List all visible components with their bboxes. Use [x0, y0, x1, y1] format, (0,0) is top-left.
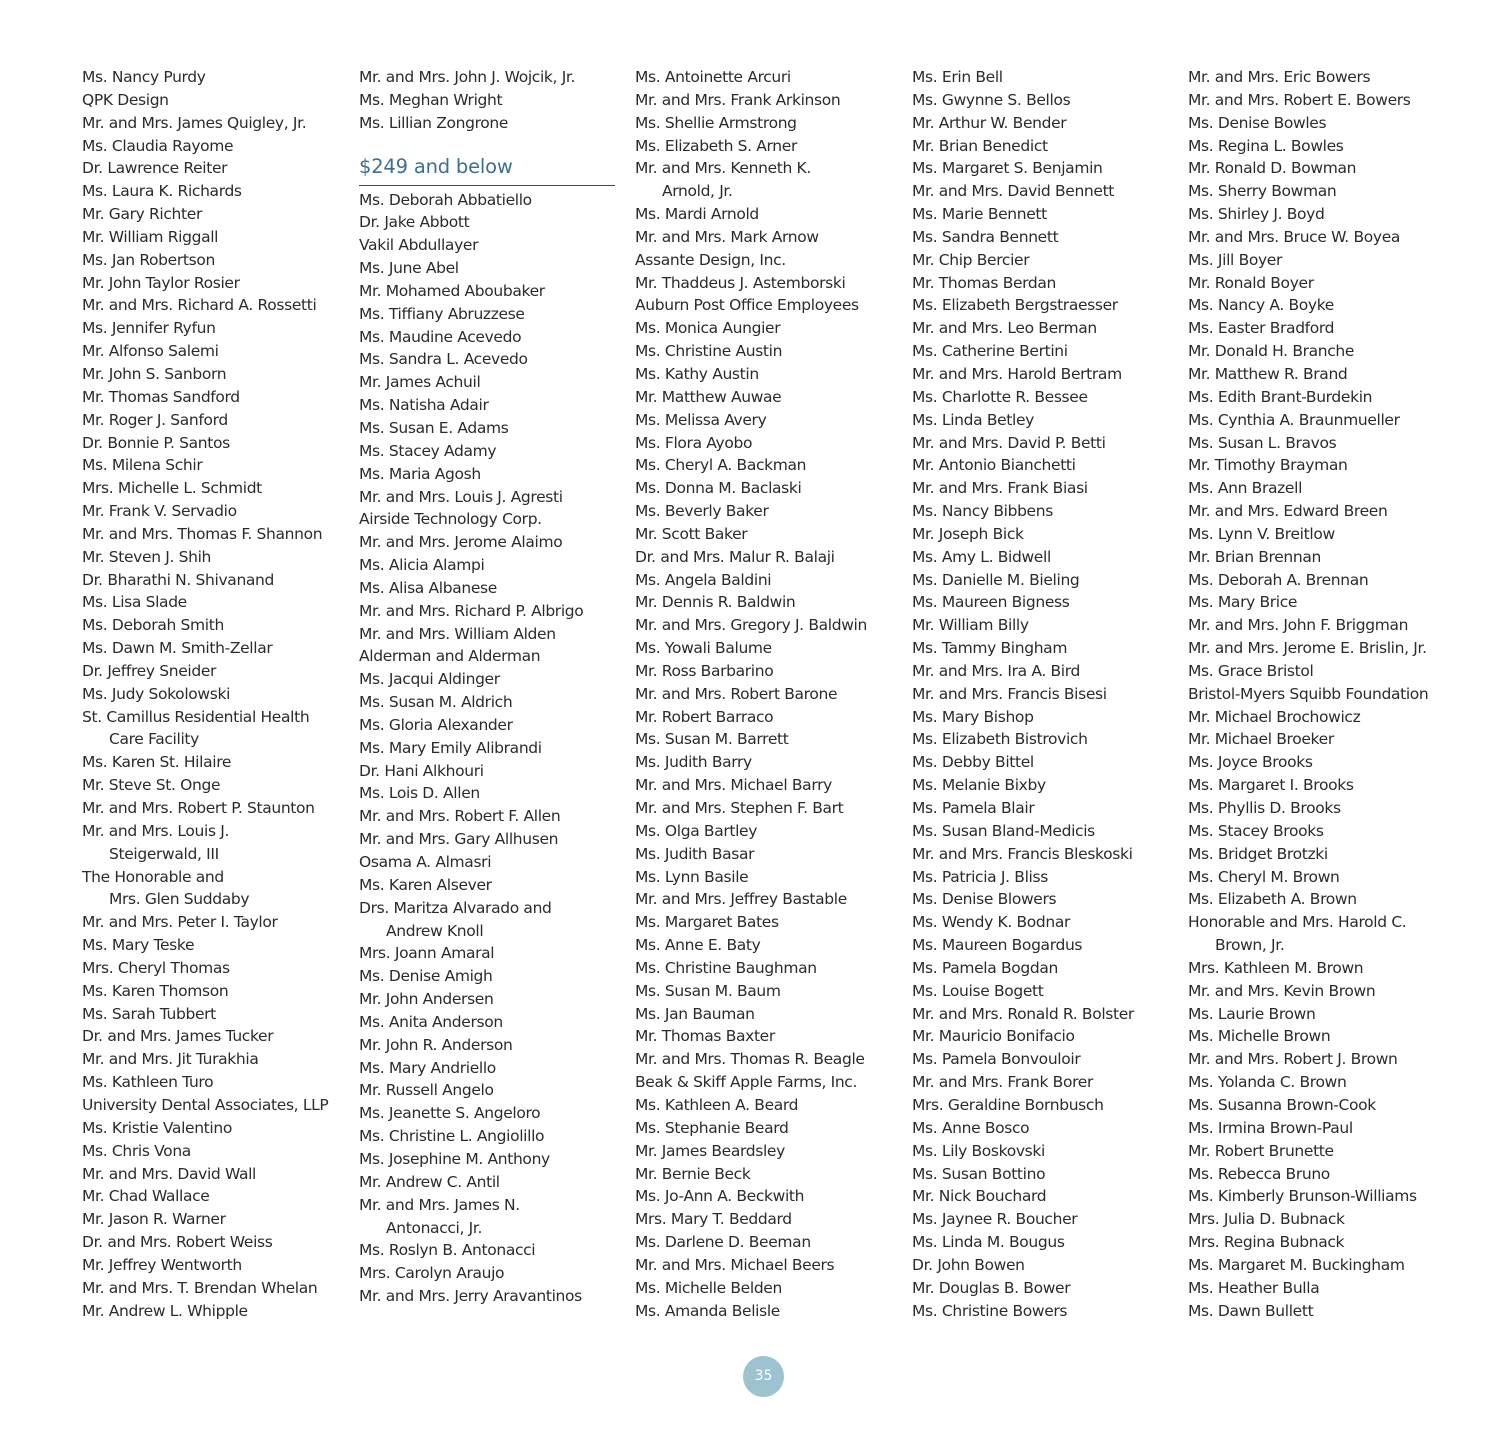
donor-name: Ms. Nancy Bibbens [912, 502, 1053, 521]
donor-name: Ms. Anne E. Baty [635, 936, 761, 955]
donor-name: Mr. Mohamed Aboubaker [359, 281, 545, 300]
donor-name: Mr. Steve St. Onge [82, 776, 221, 795]
donor-name: Ms. Susanna Brown-Cook [1188, 1095, 1376, 1114]
donor-name: Mr. Thomas Baxter [635, 1027, 775, 1046]
donor-name: Ms. Melissa Avery [635, 410, 767, 429]
donor-name: Ms. Elizabeth Bergstraesser [912, 296, 1118, 315]
donor-name: Ms. Susan M. Aldrich [359, 693, 513, 712]
donor-name: Mr. and Mrs. Mark Arnow [635, 227, 819, 246]
donor-name: Mr. Chad Wallace [82, 1187, 210, 1206]
donor-name: Ms. Kathleen A. Beard [635, 1095, 799, 1114]
donor-name: Mr. and Mrs. Gregory J. Baldwin [635, 616, 867, 635]
donor-name: Dr. Hani Alkhouri [359, 761, 484, 780]
donor-name: Ms. Deborah Smith [82, 616, 224, 635]
donor-name: Ms. Shellie Armstrong [635, 113, 797, 132]
donor-name: Mrs. Michelle L. Schmidt [82, 479, 262, 498]
donor-name: Ms. Kathleen Turo [82, 1073, 214, 1092]
donor-name: Mr. and Mrs. Robert P. Staunton [82, 799, 315, 817]
donor-name: Mr. and Mrs. Kenneth K. [635, 159, 811, 178]
section-divider [359, 185, 615, 186]
donor-name: Mr. Roger J. Sanford [82, 410, 228, 429]
donor-name: Ms. Denise Amigh [359, 967, 493, 986]
donor-name: Ms. Mary Brice [1188, 593, 1298, 612]
donor-name: Ms. Wendy K. Bodnar [912, 913, 1071, 932]
donor-name: Ms. Shirley J. Boyd [1188, 205, 1325, 224]
donor-name: Mr. Matthew R. Brand [1188, 364, 1348, 383]
donor-name: Ms. Laura K. Richards [82, 182, 242, 201]
donor-name: Mr. and Mrs. Jeffrey Bastable [635, 890, 847, 909]
donor-name: Ms. Yowali Balume [635, 639, 772, 658]
donor-name: Ms. Edith Brant-Burdekin [1188, 387, 1373, 406]
donor-name: Mr. Thaddeus J. Astemborski [635, 273, 846, 292]
donor-name: Ms. Amanda Belisle [635, 1301, 780, 1320]
donor-name: Ms. Dawn M. Smith-Zellar [82, 639, 273, 658]
donor-name: The Honorable and [82, 867, 224, 886]
donor-name: Drs. Maritza Alvarado and [359, 898, 552, 917]
donor-name: Mr. Russell Angelo [359, 1081, 494, 1100]
donor-name: Ms. Kristie Valentino [82, 1118, 232, 1137]
donor-name: Ms. Elizabeth A. Brown [1188, 890, 1357, 909]
donor-name: Mr. Steven J. Shih [82, 547, 212, 566]
donor-name: Mr. Andrew L. Whipple [82, 1301, 248, 1320]
donor-name: Ms. Rebecca Bruno [1188, 1164, 1330, 1183]
donor-name: Ms. Jo-Ann A. Beckwith [635, 1187, 805, 1206]
donor-name: Mr. Mauricio Bonifacio [912, 1027, 1075, 1046]
donor-name: Mrs. Julia D. Bubnack [1188, 1210, 1345, 1229]
donor-name: Ms. Tiffiany Abruzzese [359, 304, 525, 323]
donor-name: Ms. Judith Basar [635, 844, 755, 863]
donor-name: Ms. Deborah A. Brennan [1188, 570, 1369, 589]
donor-name: Mr. Ronald D. Bowman [1188, 159, 1357, 178]
donor-name: Mr. Arthur W. Bender [912, 113, 1067, 132]
donor-name: Mr. William Billy [912, 616, 1029, 635]
donor-name: Ms. Lynn V. Breitlow [1188, 524, 1335, 543]
donor-name: Ms. Elizabeth Bistrovich [912, 730, 1088, 749]
donor-name: Ms. Nancy A. Boyke [1188, 296, 1334, 315]
donor-name: Ms. Louise Bogett [912, 981, 1044, 1000]
donor-name-continuation: Care Facility [109, 730, 199, 749]
donor-name: Ms. Milena Schir [82, 456, 203, 475]
donor-name-continuation: Arnold, Jr. [662, 182, 733, 201]
donor-name: Ms. Lily Boskovski [912, 1141, 1045, 1160]
donor-name: Dr. Bonnie P. Santos [82, 433, 230, 452]
donor-name: Mr. and Mrs. David Bennett [912, 182, 1115, 201]
donor-name: Ms. Maudine Acevedo [359, 327, 522, 346]
donor-name: Mr. and Mrs. Kevin Brown [1188, 981, 1376, 1000]
donor-name: Ms. Patricia J. Bliss [912, 867, 1048, 886]
donor-name: Dr. and Mrs. Robert Weiss [82, 1233, 273, 1252]
donor-name-continuation: Antonacci, Jr. [386, 1218, 483, 1237]
donor-name: Ms. Margaret Bates [635, 913, 779, 932]
donor-name: Dr. Jeffrey Sneider [82, 661, 217, 680]
donor-name: Mr. Alfonso Salemi [82, 342, 219, 361]
donor-name: Mr. and Mrs. Jerome E. Brislin, Jr. [1188, 639, 1427, 658]
donor-name: Ms. Michelle Belden [635, 1278, 782, 1297]
donor-name: Mr. John S. Sanborn [82, 364, 227, 383]
donor-name: Mr. and Mrs. James Quigley, Jr. [82, 113, 307, 132]
donor-name: Ms. Jan Bauman [635, 1004, 755, 1023]
donor-name: Ms. Yolanda C. Brown [1188, 1073, 1347, 1092]
donor-name: Ms. Karen St. Hilaire [82, 753, 232, 772]
donor-name: Ms. Judith Barry [635, 753, 752, 772]
donor-name: Mr. Scott Baker [635, 524, 748, 543]
section-heading-249-and-below: $249 and below [359, 154, 513, 178]
donor-name: Mr. and Mrs. Ronald R. Bolster [912, 1004, 1134, 1023]
donor-name: Mr. James Achuil [359, 373, 481, 392]
donor-name: Ms. Mary Emily Alibrandi [359, 738, 542, 757]
donor-name: Ms. Claudia Rayome [82, 136, 234, 155]
donor-name: Mr. Antonio Bianchetti [912, 456, 1076, 475]
donor-name: Ms. Cheryl M. Brown [1188, 867, 1340, 886]
donor-name: Ms. Pamela Bogdan [912, 958, 1058, 977]
donor-name-continuation: Mrs. Glen Suddaby [109, 890, 250, 909]
donor-name: Mr. Brian Benedict [912, 136, 1048, 155]
donor-name: Ms. Antoinette Arcuri [635, 68, 791, 86]
donor-name: Mr. and Mrs. Edward Breen [1188, 502, 1388, 521]
donor-name: Mr. Thomas Berdan [912, 273, 1057, 292]
donor-name: Mr. John Andersen [359, 990, 494, 1009]
donor-name: Ms. Anne Bosco [912, 1118, 1030, 1137]
donor-name: Mr. and Mrs. Michael Beers [635, 1255, 835, 1274]
donor-name: Ms. Sandra L. Acevedo [359, 350, 528, 369]
donor-column-4 [912, 66, 1180, 1322]
donor-name: Ms. Linda Betley [912, 410, 1034, 429]
donor-name: Mr. and Mrs. Stephen F. Bart [635, 799, 844, 817]
donor-name: Mr. Ronald Boyer [1188, 273, 1314, 292]
donor-name: Ms. Denise Blowers [912, 890, 1057, 909]
donor-name: Ms. Maureen Bigness [912, 593, 1070, 612]
donor-name: Mr. Michael Brochowicz [1188, 707, 1361, 726]
donor-name: Ms. Laurie Brown [1188, 1004, 1316, 1023]
donor-name: Ms. Susan E. Adams [359, 418, 509, 437]
donor-name: Mr. John Taylor Rosier [82, 273, 240, 292]
donor-name: Mr. Chip Bercier [912, 250, 1030, 269]
donor-name: Mr. Gary Richter [82, 205, 202, 224]
donor-name: Mrs. Kathleen M. Brown [1188, 958, 1364, 977]
donor-name: Ms. Christine Bowers [912, 1301, 1068, 1320]
donor-name: Ms. Judy Sokolowski [82, 684, 231, 703]
donor-name: Mr. Donald H. Branche [1188, 342, 1355, 361]
donor-name: Dr. and Mrs. James Tucker [82, 1027, 274, 1046]
donor-name: Mrs. Regina Bubnack [1188, 1233, 1345, 1252]
donor-name: Mr. Brian Brennan [1188, 547, 1321, 566]
donor-name: QPK Design [82, 90, 169, 109]
donor-name: Mr. and Mrs. Robert Barone [635, 684, 838, 703]
donor-name: Mr. and Mrs. Thomas F. Shannon [82, 524, 323, 543]
donor-name: Mr. and Mrs. Jerome Alaimo [359, 533, 563, 552]
donor-list-249-and-below [359, 189, 615, 1308]
donor-name: Mr. and Mrs. Michael Barry [635, 776, 832, 795]
donor-name: Ms. Darlene D. Beeman [635, 1233, 811, 1252]
donor-name: Ms. Cheryl A. Backman [635, 456, 807, 475]
donor-name: Mr. and Mrs. Francis Bisesi [912, 684, 1107, 703]
donor-name: Ms. Meghan Wright [359, 90, 503, 109]
donor-name: Mr. Thomas Sandford [82, 387, 240, 406]
donor-name: Bristol-Myers Squibb Foundation [1188, 684, 1429, 703]
donor-name: Mr. and Mrs. Peter I. Taylor [82, 913, 278, 932]
donor-name: Dr. John Bowen [912, 1255, 1025, 1274]
donor-name: Mrs. Joann Amaral [359, 944, 495, 963]
donor-name: Vakil Abdullayer [359, 236, 479, 255]
donor-name: Dr. Lawrence Reiter [82, 159, 228, 178]
donor-name: Mrs. Cheryl Thomas [82, 958, 230, 977]
donor-name: Ms. Linda M. Bougus [912, 1233, 1065, 1252]
donor-name: Mr. and Mrs. Louis J. Agresti [359, 487, 563, 506]
donor-name: Ms. Susan M. Barrett [635, 730, 789, 749]
donor-name: Ms. Mardi Arnold [635, 205, 759, 224]
donor-name: Ms. Lillian Zongrone [359, 113, 509, 132]
donor-name: Mr. and Mrs. David Wall [82, 1164, 257, 1183]
donor-name: Mr. Robert Brunette [1188, 1141, 1334, 1160]
donor-name: Ms. Gloria Alexander [359, 715, 513, 734]
donor-name: Honorable and Mrs. Harold C. [1188, 913, 1407, 932]
donor-name: Ms. Stephanie Beard [635, 1118, 789, 1137]
donor-name: Mrs. Carolyn Araujo [359, 1264, 505, 1283]
donor-name: Dr. Bharathi N. Shivanand [82, 570, 275, 589]
donor-name: Ms. Bridget Brotzki [1188, 844, 1328, 863]
donor-name: Ms. Maria Agosh [359, 464, 481, 483]
donor-name: Ms. Mary Teske [82, 936, 195, 955]
donor-name: Ms. Margaret S. Benjamin [912, 159, 1103, 178]
donor-name: Ms. Danielle M. Bieling [912, 570, 1080, 589]
donor-name: Mr. and Mrs. Richard P. Albrigo [359, 601, 584, 620]
donor-name: Ms. Lynn Basile [635, 867, 749, 886]
donor-name: Ms. Pamela Blair [912, 799, 1035, 817]
donor-name: Ms. Alisa Albanese [359, 578, 497, 597]
donor-name: Mr. and Mrs. James N. [359, 1195, 520, 1214]
donor-name: Ms. Christine Baughman [635, 958, 817, 977]
donor-name: Ms. Christine Austin [635, 342, 783, 361]
donor-name: Ms. Josephine M. Anthony [359, 1149, 550, 1168]
donor-name: Ms. Jaynee R. Boucher [912, 1210, 1078, 1229]
donor-name: Ms. Cynthia A. Braunmueller [1188, 410, 1400, 429]
donor-name: Ms. Susan Bottino [912, 1164, 1046, 1183]
donor-name: Mr. and Mrs. John F. Briggman [1188, 616, 1409, 635]
page-number: 35 [743, 1356, 784, 1397]
donor-column-1 [82, 66, 350, 1322]
donor-name: Ms. Lois D. Allen [359, 784, 480, 803]
donor-name: Ms. Debby Bittel [912, 753, 1034, 772]
donor-column-3 [635, 66, 903, 1322]
donor-name: Ms. Grace Bristol [1188, 661, 1314, 680]
donor-name: Mr. Robert Barraco [635, 707, 774, 726]
donor-name: Ms. Denise Bowles [1188, 113, 1327, 132]
donor-name: Ms. Mary Bishop [912, 707, 1034, 726]
donor-name: Mr. and Mrs. David P. Betti [912, 433, 1106, 452]
donor-name: Ms. Sandra Bennett [912, 227, 1059, 246]
donor-name-continuation: Steigerwald, III [109, 844, 219, 863]
donor-name: Ms. Charlotte R. Bessee [912, 387, 1088, 406]
donor-name: Ms. Olga Bartley [635, 821, 758, 840]
donor-name: Dr. Jake Abbott [359, 213, 470, 232]
donor-name: Ms. Jacqui Aldinger [359, 670, 500, 689]
donor-name: Ms. Sherry Bowman [1188, 182, 1337, 201]
donor-name: University Dental Associates, LLP [82, 1095, 329, 1114]
donor-name: Mr. and Mrs. Frank Borer [912, 1073, 1093, 1092]
donor-name: Mrs. Geraldine Bornbusch [912, 1095, 1104, 1114]
donor-name: Ms. Kimberly Brunson-Williams [1188, 1187, 1417, 1206]
donor-name: Ms. Anita Anderson [359, 1012, 503, 1031]
donor-name: Mr. and Mrs. John J. Wojcik, Jr. [359, 68, 576, 86]
donor-name: Ms. Amy L. Bidwell [912, 547, 1051, 566]
donor-name: Ms. Ann Brazell [1188, 479, 1303, 498]
donor-name: Ms. Kathy Austin [635, 364, 759, 383]
donor-name: Ms. Mary Andriello [359, 1058, 496, 1077]
donor-name: Mr. Andrew C. Antil [359, 1172, 500, 1191]
donor-name: Ms. Catherine Bertini [912, 342, 1068, 361]
donor-name: Dr. and Mrs. Malur R. Balaji [635, 547, 835, 566]
donor-name: Ms. Easter Bradford [1188, 319, 1335, 338]
donor-name: Mr. and Mrs. Bruce W. Boyea [1188, 227, 1401, 246]
donor-name: Ms. Donna M. Baclaski [635, 479, 802, 498]
donor-name: Mr. and Mrs. Ira A. Bird [912, 661, 1080, 680]
donor-name: Mr. and Mrs. Richard A. Rossetti [82, 296, 317, 315]
donor-name: Ms. Phyllis D. Brooks [1188, 799, 1341, 817]
donor-name: Ms. Stacey Adamy [359, 441, 497, 460]
donor-name: Ms. Susan Bland-Medicis [912, 821, 1095, 840]
donor-name: Ms. Angela Baldini [635, 570, 772, 589]
donor-name: Ms. Jan Robertson [82, 250, 215, 269]
donor-name: Mr. and Mrs. William Alden [359, 624, 556, 643]
donor-name: Ms. Gwynne S. Bellos [912, 90, 1071, 109]
donor-name: Mr. and Mrs. Harold Bertram [912, 364, 1122, 383]
donor-name: Mr. Douglas B. Bower [912, 1278, 1071, 1297]
donor-name: Mr. James Beardsley [635, 1141, 785, 1160]
donor-name: Mrs. Mary T. Beddard [635, 1210, 792, 1229]
donor-name: Mr. and Mrs. Frank Arkinson [635, 90, 841, 109]
donor-name: Mr. Michael Broeker [1188, 730, 1334, 749]
donor-name-continuation: Andrew Knoll [386, 921, 484, 940]
donor-name: Ms. Margaret M. Buckingham [1188, 1255, 1405, 1274]
donor-name: Ms. Elizabeth S. Arner [635, 136, 797, 155]
donor-name: Airside Technology Corp. [359, 510, 542, 529]
donor-name: Mr. and Mrs. Robert E. Bowers [1188, 90, 1411, 109]
donor-name: Ms. June Abel [359, 259, 459, 278]
donor-name: Mr. Bernie Beck [635, 1164, 751, 1183]
donor-name: Ms. Erin Bell [912, 68, 1003, 86]
donor-name: Mr. Frank V. Servadio [82, 502, 237, 521]
donor-name: Ms. Tammy Bingham [912, 639, 1068, 658]
donor-name: Ms. Dawn Bullett [1188, 1301, 1314, 1320]
donor-name: Mr. Dennis R. Baldwin [635, 593, 796, 612]
donor-name: Ms. Sarah Tubbert [82, 1004, 216, 1023]
donor-name: Ms. Deborah Abbatiello [359, 190, 532, 209]
donor-name: Auburn Post Office Employees [635, 296, 859, 315]
donor-name: Mr. Joseph Bick [912, 524, 1024, 543]
donor-name: Ms. Marie Bennett [912, 205, 1047, 224]
donor-name: Ms. Joyce Brooks [1188, 753, 1313, 772]
donor-name: Ms. Karen Alsever [359, 875, 492, 894]
donor-name: Ms. Jill Boyer [1188, 250, 1283, 269]
donor-name: Ms. Roslyn B. Antonacci [359, 1241, 536, 1260]
donor-column-5 [1188, 66, 1456, 1322]
donor-name: Ms. Michelle Brown [1188, 1027, 1331, 1046]
donor-name: Ms. Pamela Bonvouloir [912, 1050, 1081, 1069]
donor-name: Ms. Chris Vona [82, 1141, 191, 1160]
donor-name: Ms. Natisha Adair [359, 396, 489, 415]
donor-name: Mr. William Riggall [82, 227, 219, 246]
donor-name: Mr. and Mrs. Louis J. [82, 821, 230, 840]
donor-name-continuation: Brown, Jr. [1215, 936, 1285, 955]
donor-name: Mr. and Mrs. Leo Berman [912, 319, 1097, 338]
donor-name: Mr. Jason R. Warner [82, 1210, 226, 1229]
donor-name: Mr. Timothy Brayman [1188, 456, 1348, 475]
donor-name: Ms. Melanie Bixby [912, 776, 1046, 795]
donor-name: Ms. Heather Bulla [1188, 1278, 1320, 1297]
donor-name: Ms. Maureen Bogardus [912, 936, 1083, 955]
donor-name: Ms. Susan L. Bravos [1188, 433, 1337, 452]
donor-name: Ms. Jeanette S. Angeloro [359, 1104, 541, 1123]
donor-name: Ms. Susan M. Baum [635, 981, 781, 1000]
donor-name: Mr. and Mrs. Eric Bowers [1188, 68, 1371, 86]
donor-name: Ms. Flora Ayobo [635, 433, 753, 452]
donor-name: Mr. and Mrs. Frank Biasi [912, 479, 1088, 498]
donor-name: Ms. Alicia Alampi [359, 556, 485, 575]
donor-name: Mr. Ross Barbarino [635, 661, 774, 680]
donor-name: Mr. Jeffrey Wentworth [82, 1255, 242, 1274]
donor-name: Assante Design, Inc. [635, 250, 786, 269]
donor-name: Ms. Monica Aungier [635, 319, 781, 338]
donor-name: St. Camillus Residential Health [82, 707, 310, 726]
donor-name: Mr. John R. Anderson [359, 1035, 513, 1054]
donor-name: Ms. Regina L. Bowles [1188, 136, 1344, 155]
donor-name: Mr. and Mrs. T. Brendan Whelan [82, 1278, 318, 1297]
donor-name: Beak & Skiff Apple Farms, Inc. [635, 1073, 858, 1092]
donor-name: Ms. Jennifer Ryfun [82, 319, 216, 338]
donor-name: Osama A. Almasri [359, 853, 492, 871]
donor-column-2 [359, 66, 615, 1308]
donor-name: Mr. and Mrs. Gary Allhusen [359, 830, 559, 849]
donor-name: Ms. Margaret I. Brooks [1188, 776, 1354, 795]
donor-name: Ms. Nancy Purdy [82, 68, 206, 86]
donor-name: Mr. and Mrs. Robert F. Allen [359, 807, 561, 826]
donor-name: Mr. Nick Bouchard [912, 1187, 1047, 1206]
donor-name: Ms. Beverly Baker [635, 502, 769, 521]
donor-name: Mr. Matthew Auwae [635, 387, 782, 406]
donor-name: Ms. Lisa Slade [82, 593, 187, 612]
donor-name: Mr. and Mrs. Robert J. Brown [1188, 1050, 1398, 1069]
donor-list-continued [359, 66, 615, 135]
donor-name: Ms. Irmina Brown-Paul [1188, 1118, 1353, 1137]
donor-name: Mr. and Mrs. Jerry Aravantinos [359, 1287, 582, 1306]
donor-name: Alderman and Alderman [359, 647, 541, 666]
donor-name: Mr. and Mrs. Jit Turakhia [82, 1050, 259, 1069]
donor-name: Mr. and Mrs. Francis Bleskoski [912, 844, 1133, 863]
donor-name: Ms. Stacey Brooks [1188, 821, 1324, 840]
donor-name: Mr. and Mrs. Thomas R. Beagle [635, 1050, 865, 1069]
donor-name: Ms. Karen Thomson [82, 981, 229, 1000]
donor-name: Ms. Christine L. Angiolillo [359, 1127, 545, 1146]
